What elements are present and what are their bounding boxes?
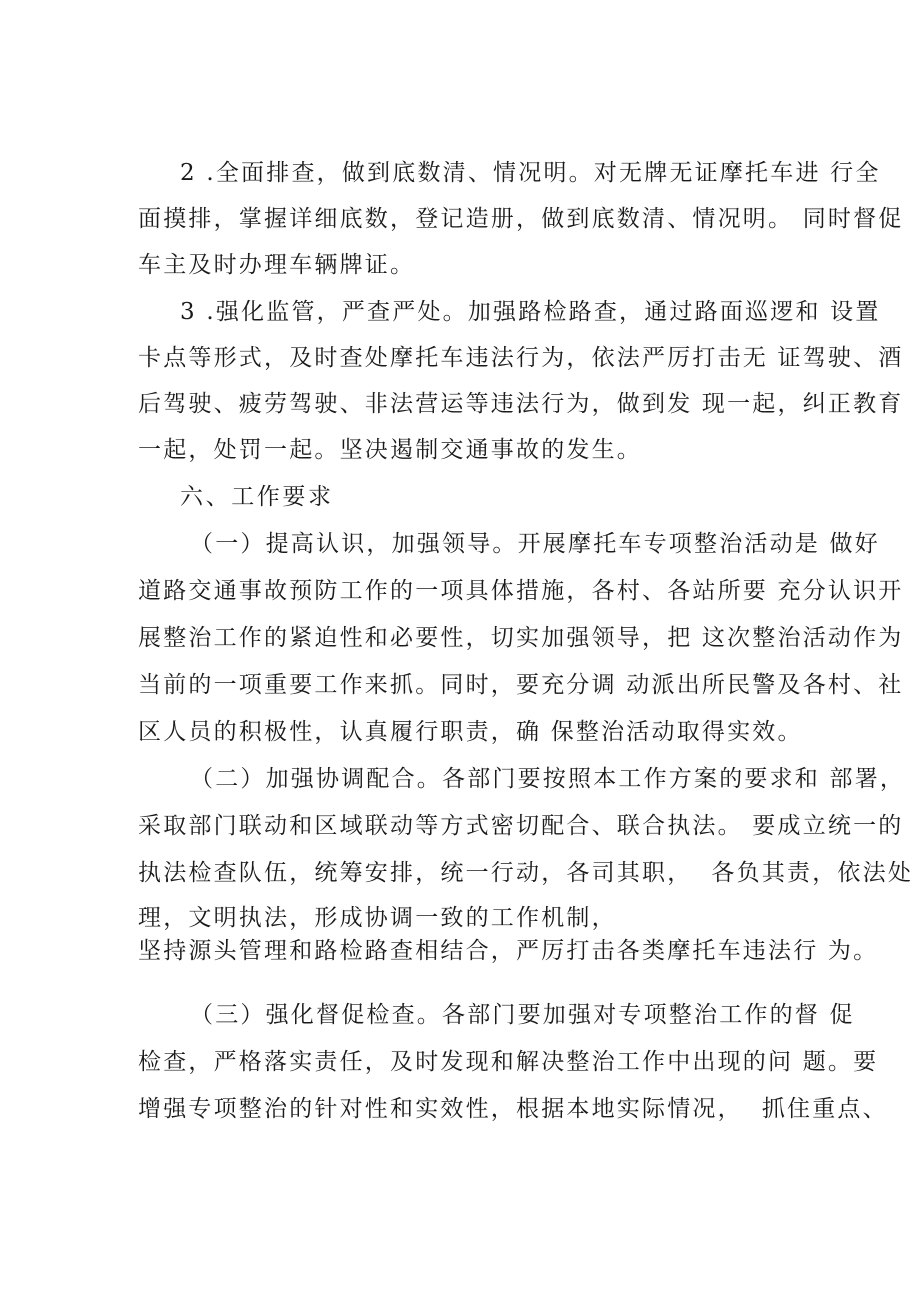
paragraph-3-line-2: 卡点等形式，及时查处摩托车违法行为，依法严厉打击无 证驾驶、酒: [138, 345, 904, 371]
requirement-2-line-3: 执法检查队伍，统筹安排，统一行动，各司其职， 各负其责，依法处: [138, 860, 914, 886]
requirement-2-line-1: （二）加强协调配合。各部门要按照本工作方案的要求和 部署，: [190, 766, 906, 792]
section-heading: 六、工作要求: [180, 484, 334, 510]
paragraph-2-line-2: 面摸排，掌握详细底数，登记造册，做到底数清、情况明。 同时督促: [138, 206, 904, 232]
requirement-1-line-1: （一）提高认识，加强领导。开展摩托车专项整治活动是 做好: [190, 531, 880, 557]
requirement-1-line-3: 展整治工作的紧迫性和必要性，切实加强领导，把 这次整治活动作为: [138, 625, 904, 651]
requirement-1-line-5: 区人员的积极性，认真履行职责，确 保整治活动取得实效。: [138, 719, 803, 745]
requirement-1-line-2: 道路交通事故预防工作的一项具体措施，各村、各站所要 充分认识开: [138, 578, 904, 604]
requirement-3-line-1: （三）强化督促检查。各部门要加强对专项整治工作的督 促: [190, 1002, 855, 1028]
paragraph-2-line-3: 车主及时办理车辆牌证。: [138, 252, 416, 278]
paragraph-3-line-3: 后驾驶、疲劳驾驶、非法营运等违法行为，做到发 现一起，纠正教育: [138, 391, 904, 417]
requirement-2-line-4: 理，文明执法，形成协调一致的工作机制，: [138, 905, 617, 931]
paragraph-3-line-1: 3 .强化监管，严查严处。加强路检路查，通过路面巡逻和 设置: [180, 299, 881, 325]
requirement-2-line-2: 采取部门联动和区域联动等方式密切配合、联合执法。 要成立统一的: [138, 813, 904, 839]
requirement-1-line-4: 当前的一项重要工作来抓。同时，要充分调 动派出所民警及各村、社: [138, 672, 904, 698]
paragraph-3-line-4: 一起，处罚一起。坚决遏制交通事故的发生。: [138, 437, 642, 463]
requirement-3-line-2: 检查，严格落实责任，及时发现和解决整治工作中出现的问 题。要: [138, 1049, 879, 1075]
requirement-3-line-3: 增强专项整治的针对性和实效性，根据本地实际情况， 抓住重点、: [138, 1096, 888, 1122]
requirement-2-line-5: 坚持源头管理和路检路查相结合，严厉打击各类摩托车违法行 为。: [138, 938, 879, 964]
paragraph-2-line-1: 2 .全面排查，做到底数清、情况明。对无牌无证摩托车进 行全: [180, 160, 881, 186]
